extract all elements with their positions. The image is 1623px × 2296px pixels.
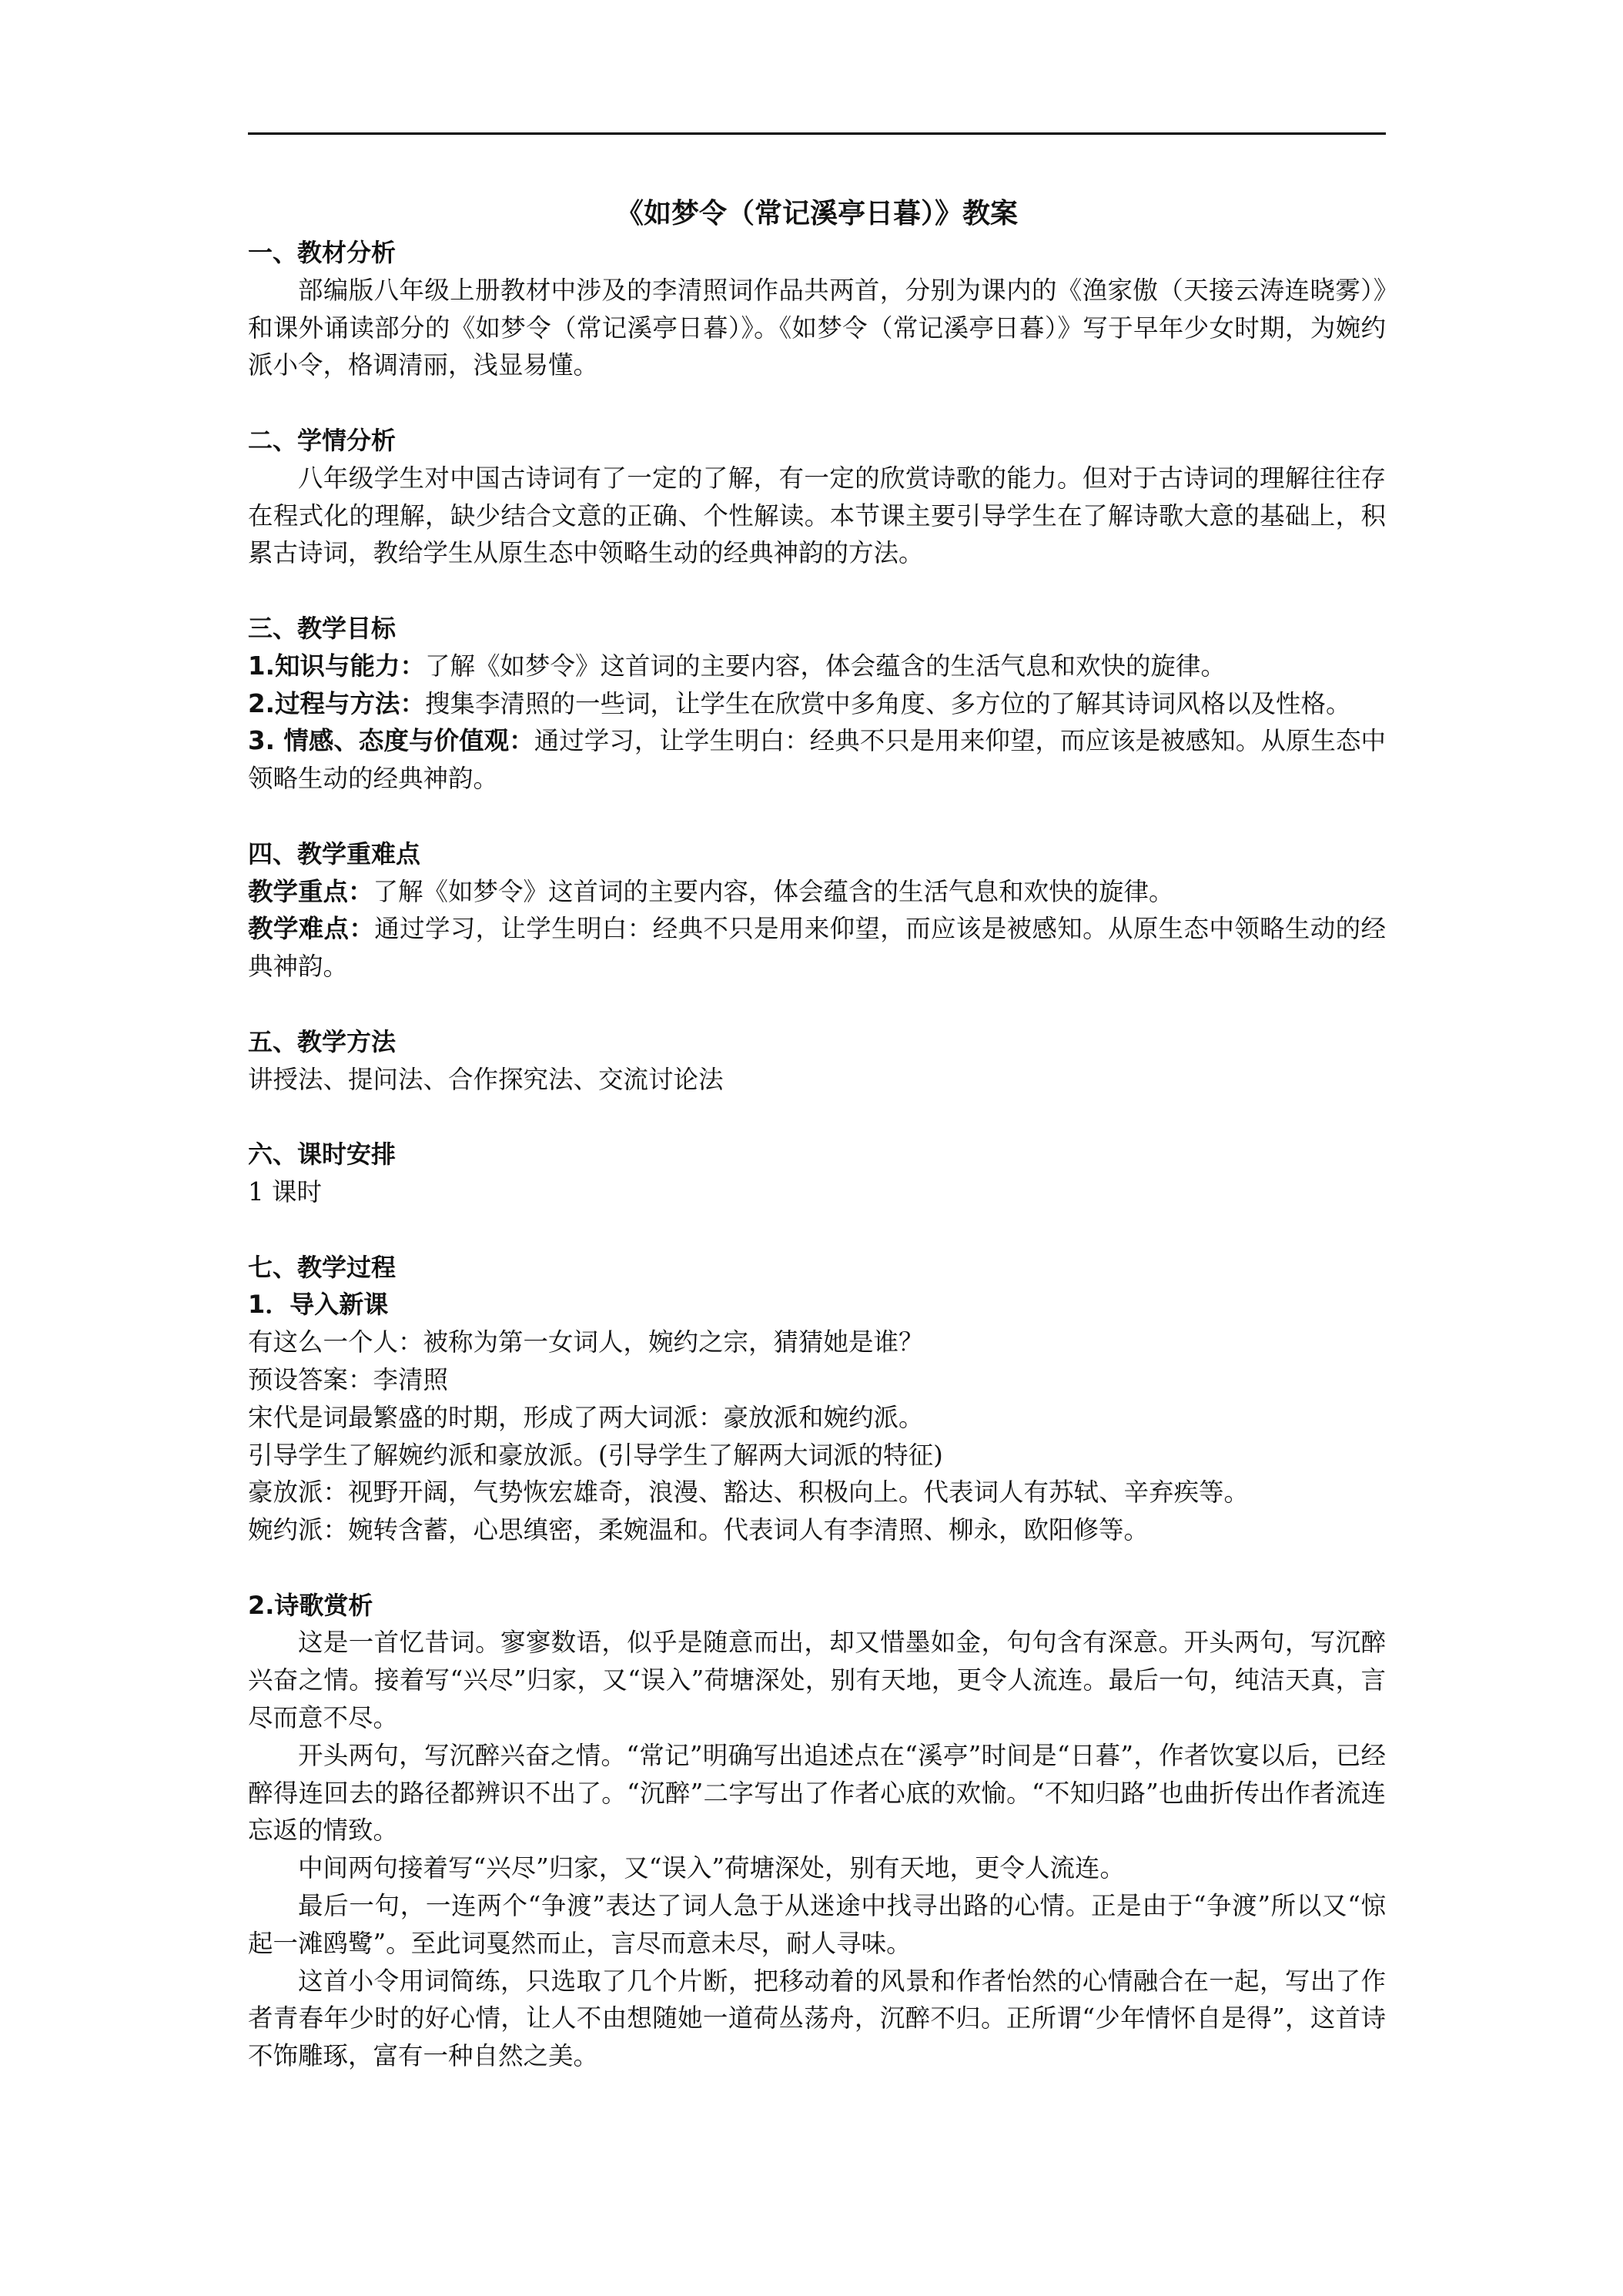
intro-line: 宋代是词最繁盛的时期，形成了两大词派：豪放派和婉约派。 xyxy=(248,1402,924,1432)
objective-label: 1.知识与能力： xyxy=(248,651,425,681)
spacer xyxy=(248,1549,1386,1587)
objective-label: 2.过程与方法： xyxy=(248,688,425,718)
section-heading-process: 七、教学过程 xyxy=(248,1252,397,1282)
analysis-paragraph: 中间两句接着写“兴尽”归家，又“误入”荷塘深处，别有天地，更令人流连。 xyxy=(298,1853,1125,1883)
spacer xyxy=(248,1211,1386,1249)
section-heading-materials: 一、教材分析 xyxy=(248,238,397,267)
spacer xyxy=(248,572,1386,610)
spacer xyxy=(248,798,1386,835)
schedule-paragraph: 1 课时 xyxy=(248,1176,323,1207)
header-rule xyxy=(248,132,1386,135)
objective-item xyxy=(248,685,1386,723)
section-heading-methods: 五、教学方法 xyxy=(248,1026,397,1056)
document-title: 《如梦令（常记溪亭日暮）》教案 xyxy=(615,198,1018,229)
intro-line: 预设答案：李清照 xyxy=(248,1364,449,1394)
key-point-text: 了解《如梦令》这首词的主要内容，体会蕴含的生活气息和欢快的旋律。 xyxy=(373,876,1174,906)
section-heading-objectives: 三、教学目标 xyxy=(248,613,397,643)
spacer xyxy=(248,384,1386,422)
objective-item xyxy=(248,722,1386,798)
section-heading-schedule: 六、课时安排 xyxy=(248,1140,397,1170)
intro-line: 豪放派：视野开阔，气势恢宏雄奇，浪漫、豁达、积极向上。代表词人有苏轼、辛弃疾等。 xyxy=(248,1478,1250,1508)
key-point-text: 通过学习，让学生明白：经典不只是用来仰望，而应该是被感知。从原生态中领略生动的经典神韵。 xyxy=(248,914,1386,982)
objective-item xyxy=(248,648,1386,685)
document-body xyxy=(248,194,1386,2075)
intro-line: 引导学生了解婉约派和豪放派。(引导学生了解两大词派的特征) xyxy=(248,1440,943,1470)
intro-line: 婉约派：婉转含蓄，心思缜密，柔婉温和。代表词人有李清照、柳永，欧阳修等。 xyxy=(248,1515,1149,1545)
analysis-paragraph: 开头两句，写沉醉兴奋之情。“常记”明确写出追述点在“溪亭”时间是“日暮”，作者饮宴以后，已经醉得连回去的路径都辨识不出了。“沉醉”二字写出了作者心底的欢愉。“不知归路”也曲折传出作者流连忘返的情致。 xyxy=(248,1740,1386,1846)
intro-line: 有这么一个人：被称为第一女词人，婉约之宗，猜猜她是谁？ xyxy=(248,1327,924,1357)
section-heading-key-points: 四、教学重难点 xyxy=(248,838,421,869)
objective-text: 了解《如梦令》这首词的主要内容，体会蕴含的生活气息和欢快的旋律。 xyxy=(424,651,1226,681)
section-heading-students: 二、学情分析 xyxy=(248,425,397,455)
key-point-label: 教学重点： xyxy=(248,876,373,906)
objective-label: 3. 情感、态度与价值观： xyxy=(248,726,534,756)
materials-paragraph: 部编版八年级上册教材中涉及的李清照词作品共两首，分别为课内的《渔家傲（天接云涛连晓雾）》和课外诵读部分的《如梦令（常记溪亭日暮）》。《如梦令（常记溪亭日暮）》写于早年少女时期，为婉约派小令，格调清丽，浅显易懂。 xyxy=(248,275,1386,380)
analysis-paragraph: 最后一句，一连两个“争渡”表达了词人急于从迷途中找寻出路的心情。正是由于“争渡”所以又“惊起一滩鸥鹭”。至此词戛然而止，言尽而意未尽，耐人寻味。 xyxy=(248,1891,1386,1958)
analysis-paragraph: 这是一首忆昔词。寥寥数语，似乎是随意而出，却又惜墨如金，句句含有深意。开头两句，写沉醉兴奋之情。接着写“兴尽”归家，又“误入”荷塘深处，别有天地，更令人流连。最后一句，纯洁天真，言尽而意不尽。 xyxy=(248,1628,1386,1733)
analysis-paragraph: 这首小令用词简练，只选取了几个片断，把移动着的风景和作者怡然的心情融合在一起，写出了作者青春年少时的好心情，让人不由想随她一道荷丛荡舟，沉醉不归。正所谓“少年情怀自是得”，这首诗不饰雕琢，富有一种自然之美。 xyxy=(248,1966,1386,2071)
objective-text: 搜集李清照的一些词，让学生在欣赏中多角度、多方位的了解其诗词风格以及性格。 xyxy=(424,688,1351,718)
students-paragraph: 八年级学生对中国古诗词有了一定的了解，有一定的欣赏诗歌的能力。但对于古诗词的理解往往存在程式化的理解，缺少结合文意的正确、个性解读。本节课主要引导学生在了解诗歌大意的基础上，积累古诗词，教给学生从原生态中领略生动的经典神韵的方法。 xyxy=(248,463,1386,568)
methods-paragraph: 讲授法、提问法、合作探究法、交流讨论法 xyxy=(248,1064,724,1094)
spacer xyxy=(248,1098,1386,1136)
key-point-item xyxy=(248,910,1386,986)
spacer xyxy=(248,986,1386,1023)
key-point-label: 教学难点： xyxy=(248,914,375,944)
subheading-poem-analysis: 2.诗歌赏析 xyxy=(248,1590,373,1620)
objective-text: 通过学习，让学生明白：经典不只是用来仰望，而应该是被感知。从原生态中领略生动的经典神韵。 xyxy=(248,726,1386,794)
key-point-item xyxy=(248,873,1386,911)
subheading-introduction: 1．导入新课 xyxy=(248,1290,389,1320)
document-page xyxy=(248,0,1386,2296)
